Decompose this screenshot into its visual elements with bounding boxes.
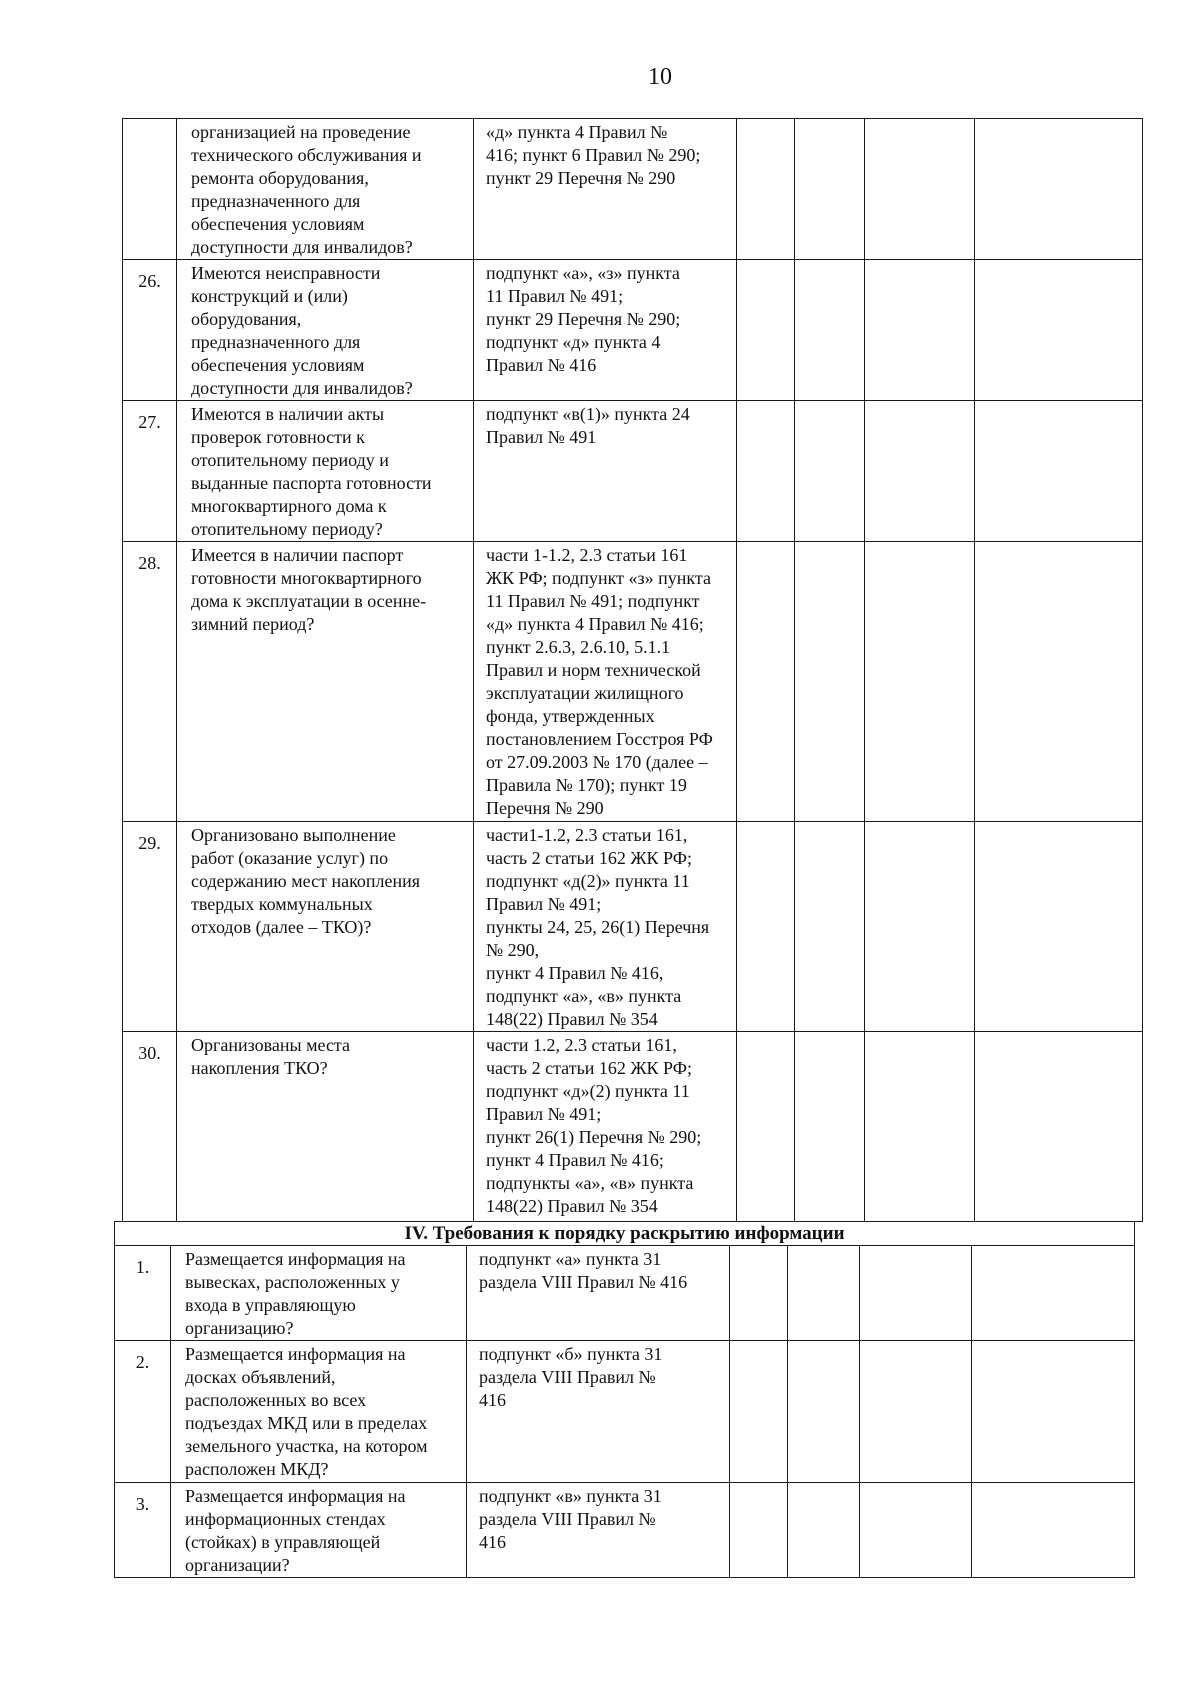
comment-cell <box>975 119 1143 260</box>
section-heading: IV. Требования к порядку раскрытию информации <box>115 1222 1135 1246</box>
question-cell: Имеются в наличии акты проверок готовности к отопительному периоду и выданные паспорта готовности многоквартирного дома к отопительному периоду? <box>177 401 474 542</box>
table-row <box>123 1032 1143 1222</box>
reference-cell: подпункт «а», «з» пункта 11 Правил № 491; пункт 29 Перечня № 290; подпункт «д» пункта 4 Правил № 416 <box>474 260 737 401</box>
answer-cell-na <box>860 1246 972 1341</box>
table-row <box>123 119 1143 260</box>
answer-cell-no <box>795 822 865 1032</box>
answer-cell-yes <box>737 260 795 401</box>
answer-cell-yes <box>730 1483 788 1578</box>
answer-cell-yes <box>730 1341 788 1483</box>
answer-cell-yes <box>737 119 795 260</box>
reference-cell: части 1-1.2, 2.3 статьи 161 ЖК РФ; подпункт «з» пункта 11 Правил № 491; подпункт «д» пункта 4 Правил № 416; пункт 2.6.3, 2.6.10, 5.1.1 Правил и норм технической эксплуатации жилищного фонда, утвержденных постановлением Госстроя РФ от 27.09.2003 № 170 (далее – Правила № 170); пункт 19 Перечня № 290 <box>474 542 737 822</box>
table-row <box>123 401 1143 542</box>
answer-cell-na <box>865 542 975 822</box>
table-row <box>123 822 1143 1032</box>
table-row <box>115 1246 1135 1341</box>
page-number: 10 <box>648 64 672 90</box>
row-number: 2. <box>115 1341 171 1483</box>
table-row <box>115 1341 1135 1483</box>
row-number <box>123 119 177 260</box>
question-cell: Размещается информация на информационных стендах (стойках) в управляющей организации? <box>171 1483 467 1578</box>
answer-cell-na <box>860 1341 972 1483</box>
question-cell: Организовано выполнение работ (оказание услуг) по содержанию мест накопления твердых коммунальных отходов (далее – ТКО)? <box>177 822 474 1032</box>
row-number: 26. <box>123 260 177 401</box>
table-row <box>123 260 1143 401</box>
answer-cell-no <box>788 1483 860 1578</box>
row-number: 30. <box>123 1032 177 1222</box>
reference-cell: подпункт «б» пункта 31 раздела VIII Правил № 416 <box>467 1341 730 1483</box>
table-row <box>123 542 1143 822</box>
question-cell: Размещается информация на досках объявлений, расположенных во всех подъездах МКД или в пределах земельного участка, на котором расположен МКД? <box>171 1341 467 1483</box>
question-cell: Организованы места накопления ТКО? <box>177 1032 474 1222</box>
comment-cell <box>975 542 1143 822</box>
answer-cell-yes <box>737 401 795 542</box>
question-cell: Имеются неисправности конструкций и (или) оборудования, предназначенного для обеспечения условиям доступности для инвалидов? <box>177 260 474 401</box>
reference-cell: подпункт «а» пункта 31 раздела VIII Правил № 416 <box>467 1246 730 1341</box>
comment-cell <box>975 260 1143 401</box>
question-cell: организацией на проведение технического обслуживания и ремонта оборудования, предназначенного для обеспечения условиям доступности для инвалидов? <box>177 119 474 260</box>
table-row <box>115 1483 1135 1578</box>
answer-cell-na <box>865 260 975 401</box>
answer-cell-no <box>795 542 865 822</box>
comment-cell <box>972 1483 1135 1578</box>
answer-cell-no <box>795 1032 865 1222</box>
reference-cell: части 1.2, 2.3 статьи 161, часть 2 статьи 162 ЖК РФ; подпункт «д»(2) пункта 11 Правил № 491; пункт 26(1) Перечня № 290; пункт 4 Правил № 416; подпункты «а», «в» пункта 148(22) Правил № 354 <box>474 1032 737 1222</box>
comment-cell <box>972 1246 1135 1341</box>
answer-cell-na <box>865 1032 975 1222</box>
reference-cell: «д» пункта 4 Правил № 416; пункт 6 Правил № 290; пункт 29 Перечня № 290 <box>474 119 737 260</box>
row-number: 28. <box>123 542 177 822</box>
row-number: 1. <box>115 1246 171 1341</box>
answer-cell-yes <box>737 542 795 822</box>
answer-cell-na <box>865 401 975 542</box>
answer-cell-yes <box>737 822 795 1032</box>
answer-cell-na <box>865 119 975 260</box>
row-number: 29. <box>123 822 177 1032</box>
comment-cell <box>975 822 1143 1032</box>
comment-cell <box>972 1341 1135 1483</box>
answer-cell-na <box>860 1483 972 1578</box>
row-number: 3. <box>115 1483 171 1578</box>
comment-cell <box>975 1032 1143 1222</box>
checklist-table-top <box>122 118 1143 1222</box>
answer-cell-no <box>788 1246 860 1341</box>
answer-cell-no <box>788 1341 860 1483</box>
section-row <box>115 1222 1135 1246</box>
question-cell: Размещается информация на вывесках, расположенных у входа в управляющую организацию? <box>171 1246 467 1341</box>
answer-cell-no <box>795 401 865 542</box>
reference-cell: подпункт «в» пункта 31 раздела VIII Правил № 416 <box>467 1483 730 1578</box>
comment-cell <box>975 401 1143 542</box>
answer-cell-no <box>795 119 865 260</box>
answer-cell-yes <box>730 1246 788 1341</box>
row-number: 27. <box>123 401 177 542</box>
question-cell: Имеется в наличии паспорт готовности многоквартирного дома к эксплуатации в осенне- зимний период? <box>177 542 474 822</box>
answer-cell-na <box>865 822 975 1032</box>
answer-cell-no <box>795 260 865 401</box>
checklist-table-bottom <box>114 1221 1135 1578</box>
reference-cell: подпункт «в(1)» пункта 24 Правил № 491 <box>474 401 737 542</box>
reference-cell: части1-1.2, 2.3 статьи 161, часть 2 статьи 162 ЖК РФ; подпункт «д(2)» пункта 11 Правил № 491; пункты 24, 25, 26(1) Перечня № 290, пункт 4 Правил № 416, подпункт «а», «в» пункта 148(22) Правил № 354 <box>474 822 737 1032</box>
answer-cell-yes <box>737 1032 795 1222</box>
